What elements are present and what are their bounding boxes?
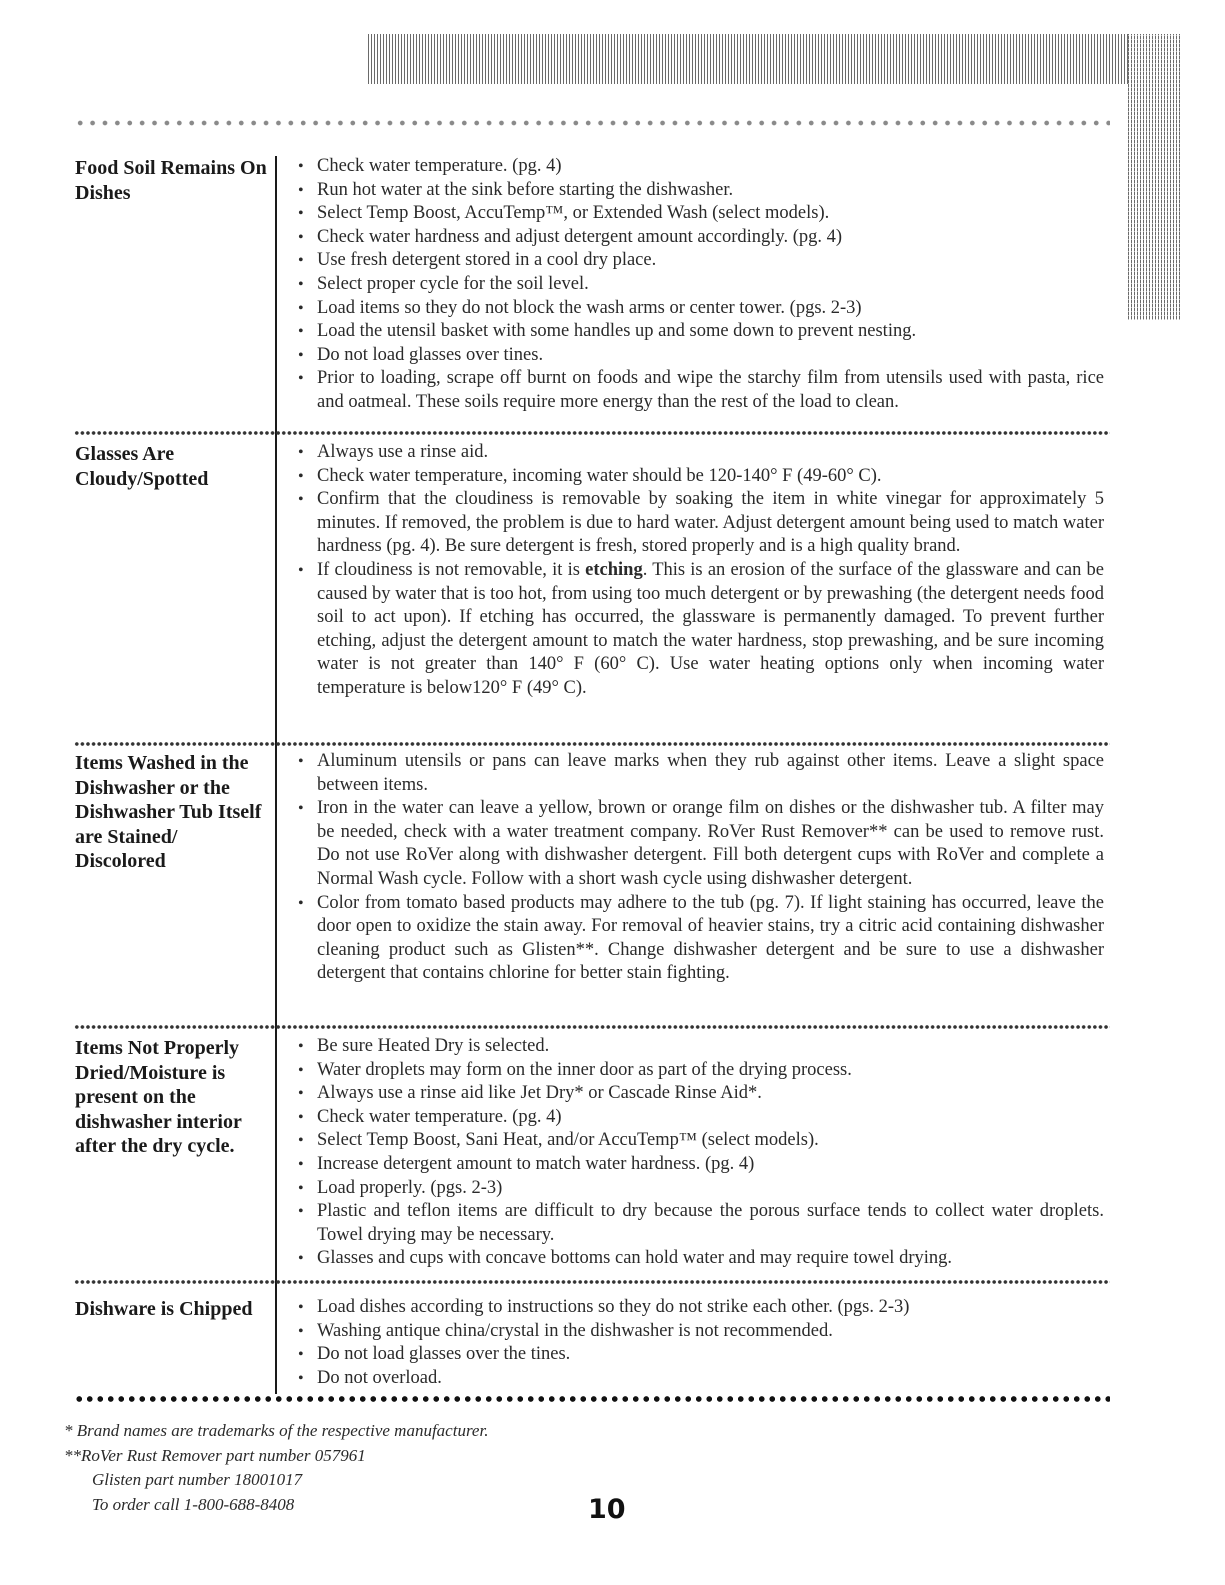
solution-item: • Load properly. (pgs. 2-3) [298,1177,1104,1201]
solution-item: • Check water temperature. (pg. 4) [298,155,1104,179]
bullet-icon: • [298,205,304,223]
bullet-icon: • [298,1108,304,1126]
solution-item: • Do not overload. [298,1367,1104,1391]
bullet-icon: • [298,561,304,579]
solution-item: • Plastic and teflon items are difficult to dry because the porous surface tends to collect water droplets. Towel drying may be necessary. [298,1201,1104,1245]
bullet-icon: • [298,467,304,485]
solution-item: • Check water temperature. (pg. 4) [298,1106,1104,1130]
problem-title: Food Soil Remains On Dishes [75,157,267,204]
footnote-order-phone: To order call 1-800-688-8408 [92,1494,295,1514]
bullet-icon: • [298,1250,304,1268]
bullet-icon: • [298,800,304,818]
bullet-icon: • [298,346,304,364]
solution-item: • Select Temp Boost, Sani Heat, and/or AccuTemp™ (select models). [298,1129,1104,1153]
solution-item: • Run hot water at the sink before starting the dishwasher. [298,179,1104,203]
solution-item: • Always use a rinse aid. [298,441,1104,465]
problem-title: Items Not Properly Dried/Moisture is present on the dishwasher interior after the dry cycle. [75,1037,242,1157]
problem-title: Items Washed in the Dishwasher or the Dishwasher Tub Itself are Stained/ Discolored [75,752,262,872]
problem-title: Glasses Are Cloudy/Spotted [75,443,209,490]
bullet-icon: • [298,1346,304,1364]
solution-list [298,1035,1104,1271]
bullet-icon: • [298,275,304,293]
bullet-icon: • [298,444,304,461]
solution-item: • Aluminum utensils or pans can leave marks when they rub against other items. Leave a slight space between items. [298,751,1104,795]
solution-item: • Confirm that the cloudiness is removable by soaking the item in white vinegar for approximately 5 minutes. If removed, the problem is due to hard water. Adjust detergent amount being used to match water hardness (pg. 4). Be sure detergent is fresh, stored properly and is a high quality brand. [298,489,1104,557]
bullet-icon: • [298,181,304,199]
bottom-dotted-rule [74,1394,1110,1404]
bullet-icon: • [298,252,304,270]
bullet-icon: • [298,228,304,246]
solution-item: • Load items so they do not block the wash arms or center tower. (pgs. 2-3) [298,297,1104,321]
solution-item: • Load the utensil basket with some handles up and some down to prevent nesting. [298,320,1104,344]
bullet-icon: • [298,1085,304,1103]
footnote-rover-part: **RoVer Rust Remover part number 057961 [64,1445,366,1465]
side-stripe-band [1128,34,1180,320]
solution-item: • If cloudiness is not removable, it is etching. This is an erosion of the surface of the glassware and can be caused by water that is too hot, from using too much detergent or by prewashing (the detergent needs food soil to act upon). If etching has occurred, the glassware is permanently damaged. To prevent further etching, adjust the detergent amount to match the water hardness, stop prewashing, and be sure incoming water is not greater than 140° F (60° C). Use water heating options only when incoming water temperature is below120° F (49° C). [298,559,1104,698]
bullet-icon: • [298,753,304,770]
solution-item: • Washing antique china/crystal in the dishwasher is not recommended. [298,1320,1104,1344]
bullet-icon: • [298,894,304,912]
bullet-icon: • [298,1038,304,1055]
solution-item: • Be sure Heated Dry is selected. [298,1035,1104,1059]
bullet-icon: • [298,323,304,341]
solution-item: • Select Temp Boost, AccuTemp™, or Extended Wash (select models). [298,202,1104,226]
bullet-icon: • [298,158,304,175]
bullet-icon: • [298,1299,304,1316]
top-dotted-rule [74,117,1110,129]
footnotes [64,1419,488,1517]
bullet-icon: • [298,1155,304,1173]
column-divider [275,156,277,1394]
footnote-trademark: * Brand names are trademarks of the respective manufacturer. [64,1421,489,1440]
bullet-icon: • [298,1369,304,1387]
section-divider [74,429,1110,437]
page-number: 10 [588,1494,626,1525]
bullet-icon: • [298,1179,304,1197]
bullet-icon: • [298,1203,304,1221]
solution-item: • Check water temperature, incoming water should be 120-140° F (49-60° C). [298,465,1104,489]
solution-item: • Select proper cycle for the soil level. [298,273,1104,297]
solution-item: • Check water hardness and adjust detergent amount accordingly. (pg. 4) [298,226,1104,250]
section-divider [74,740,1110,748]
solution-item: • Prior to loading, scrape off burnt on foods and wipe the starchy film from utensils used with pasta, rice and oatmeal. These soils require more energy than the rest of the load to clean. [298,368,1104,412]
solution-item: • Do not load glasses over tines. [298,344,1104,368]
bullet-icon: • [298,1322,304,1340]
bullet-icon: • [298,1132,304,1150]
solution-list [298,1296,1104,1390]
solution-list [298,441,1104,701]
footnote-glisten-part: Glisten part number 18001017 [92,1470,303,1489]
solution-item: • Increase detergent amount to match water hardness. (pg. 4) [298,1153,1104,1177]
solution-item: • Iron in the water can leave a yellow, brown or orange film on dishes or the dishwasher tub. A filter may be needed, check with a water treatment company. RoVer Rust Remover** can be used to remove rust. Do not use RoVer along with dishwasher detergent. Fill both detergent cups with RoVer and complete a Normal Wash cycle. Follow with a short wash cycle using dishwasher detergent. [298,798,1104,889]
section-divider [74,1278,1110,1286]
solution-list [298,750,1104,986]
solution-item: • Use fresh detergent stored in a cool dry place. [298,249,1104,273]
bullet-icon: • [298,491,304,509]
solution-item: • Load dishes according to instructions so they do not strike each other. (pgs. 2-3) [298,1296,1104,1320]
solution-item: • Glasses and cups with concave bottoms can hold water and may require towel drying. [298,1247,1104,1271]
solution-item: • Color from tomato based products may adhere to the tub (pg. 7). If light staining has occurred, leave the door open to oxidize the stain away. For removal of heavier stains, try a citric acid containing dishwasher cleaning product such as Glisten**. Change dishwasher detergent and be sure to use a dishwasher detergent that contains chlorine for better stain fighting. [298,892,1104,984]
solution-item: • Water droplets may form on the inner door as part of the drying process. [298,1059,1104,1083]
section-divider [74,1023,1110,1031]
bullet-icon: • [298,299,304,317]
solution-item: • Do not load glasses over the tines. [298,1343,1104,1367]
solution-list [298,155,1104,415]
header-stripe-band [368,34,1180,84]
solution-item: • Always use a rinse aid like Jet Dry* or Cascade Rinse Aid*. [298,1082,1104,1106]
bullet-icon: • [298,370,304,388]
bullet-icon: • [298,1061,304,1079]
problem-title: Dishware is Chipped [75,1298,253,1320]
